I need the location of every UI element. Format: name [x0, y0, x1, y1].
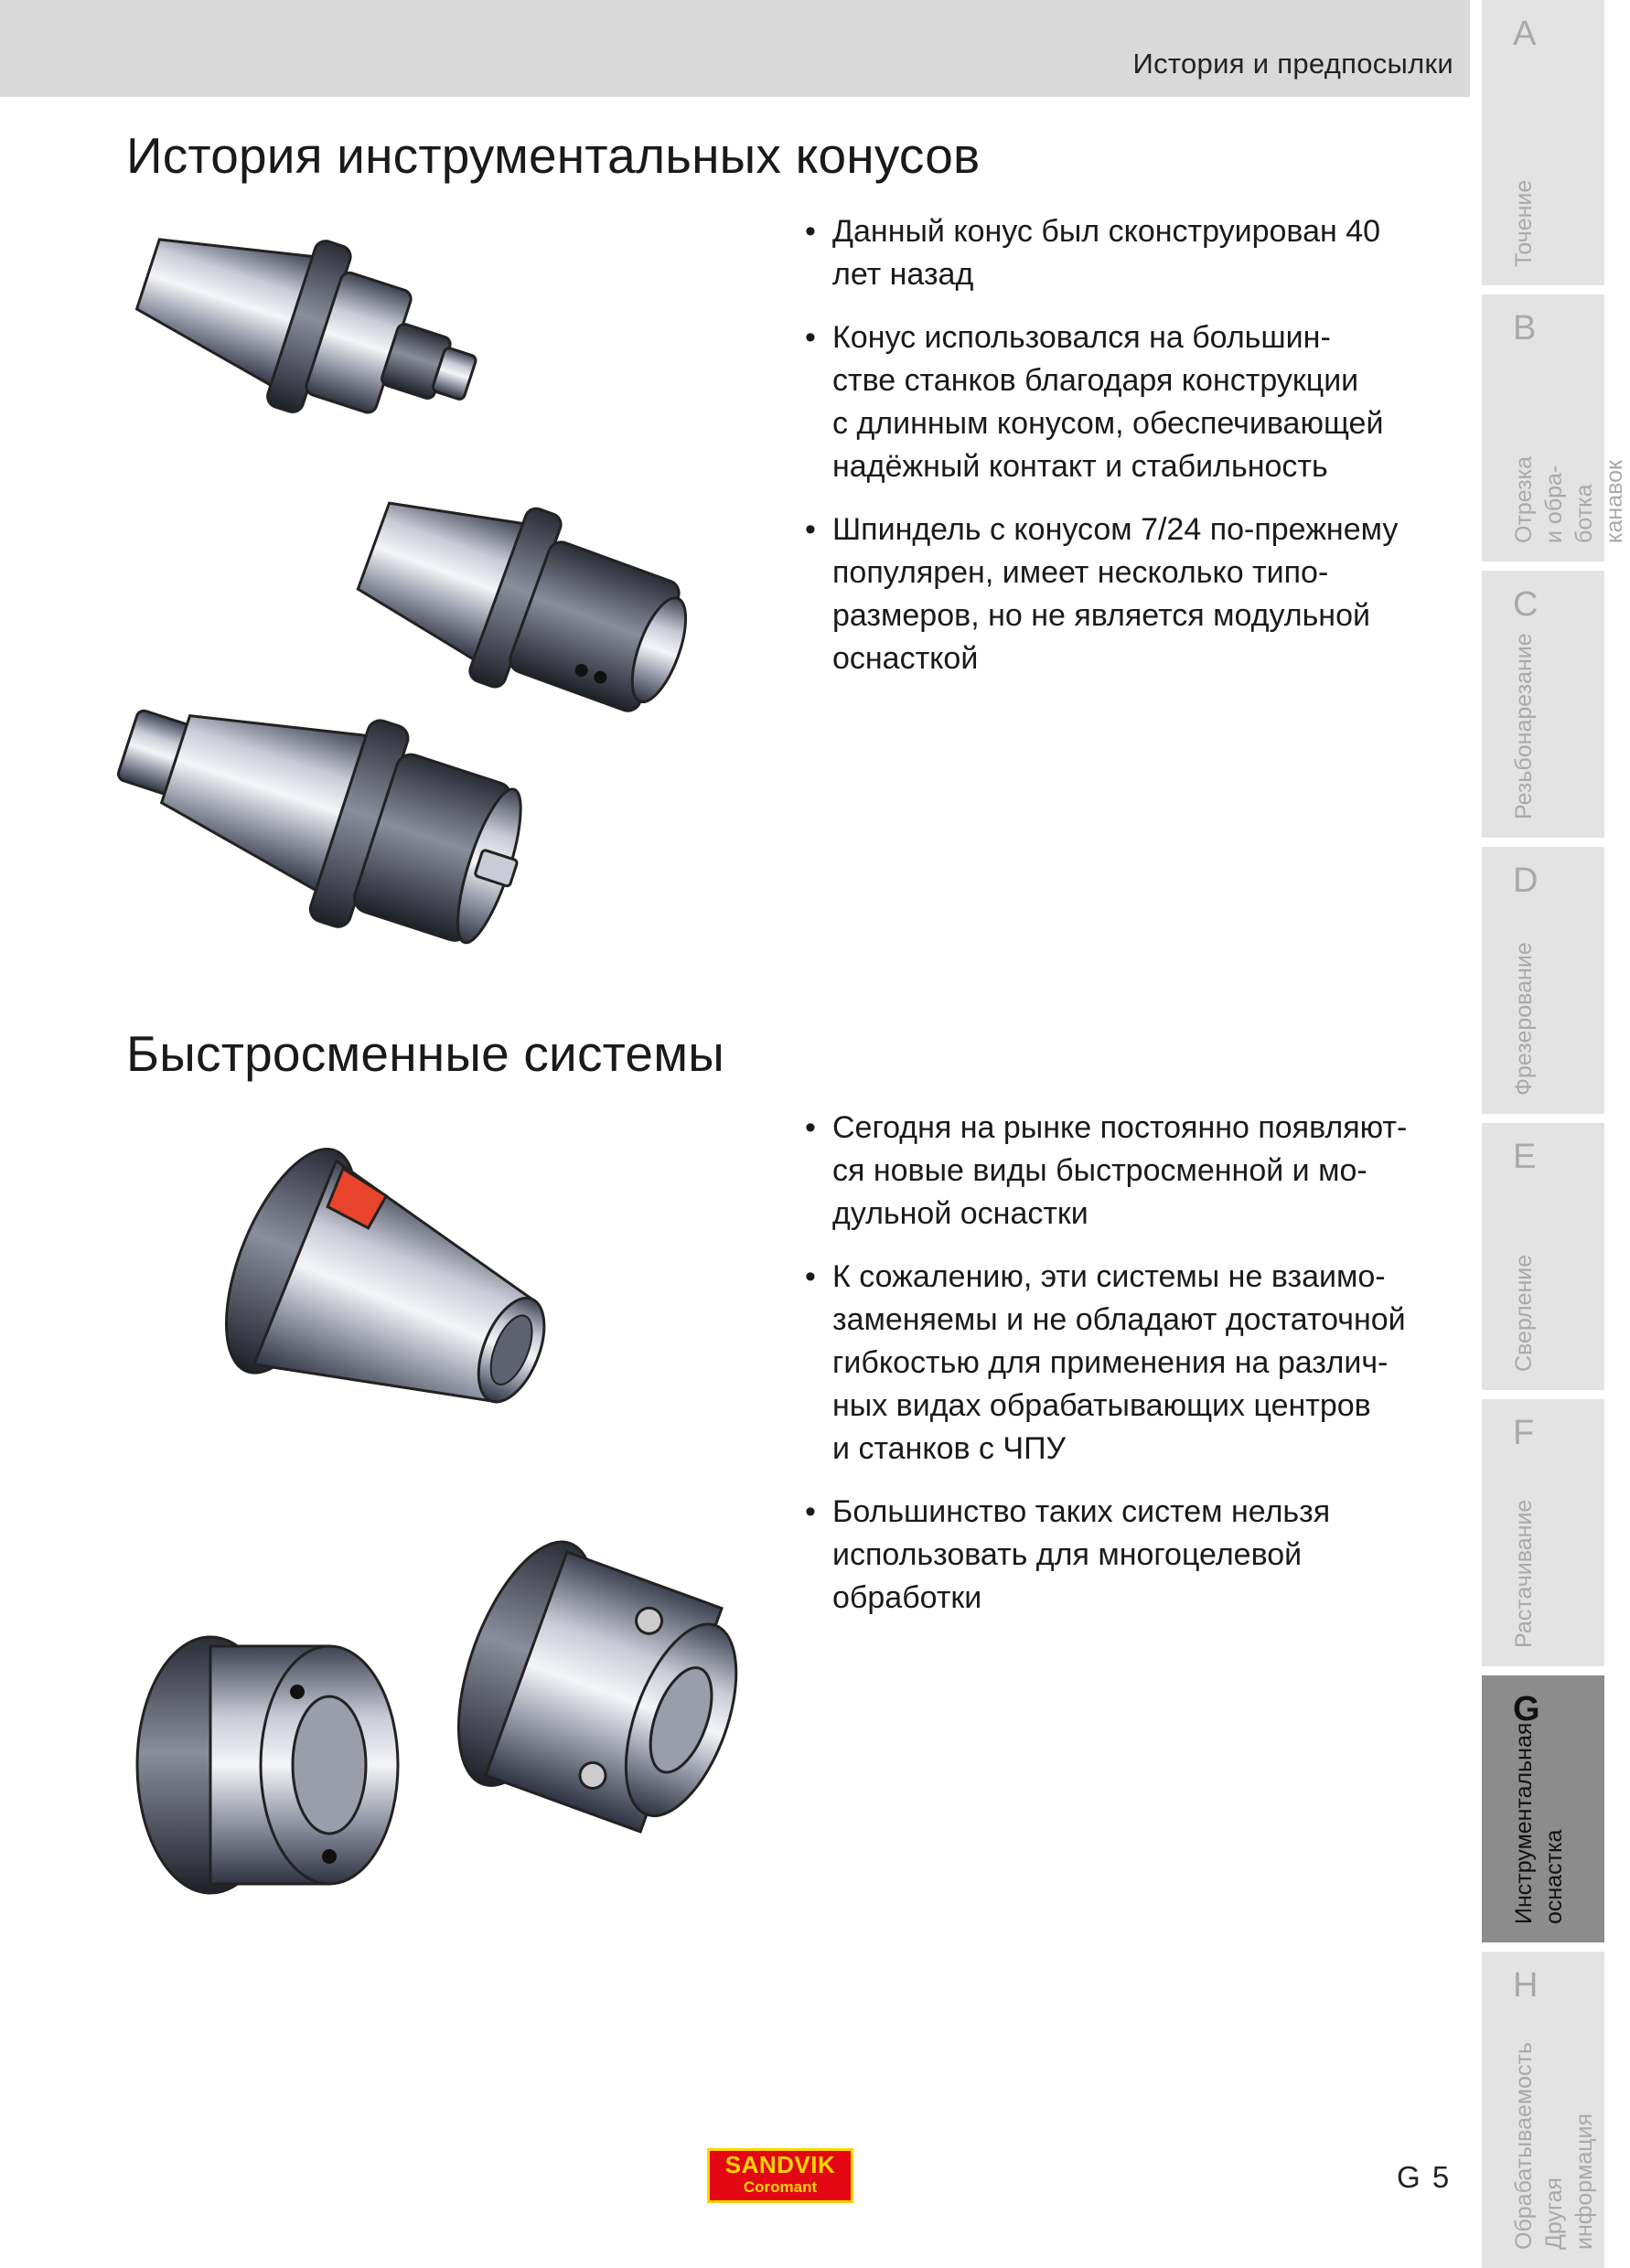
tab-label: Отрезка и обра- ботка канавок	[1511, 455, 1627, 543]
holder-sk-with-collet	[122, 192, 498, 462]
tab-b-parting-grooving[interactable]	[1482, 294, 1627, 562]
list-item: • Большинство таких систем нельзя использовать для многоцелевой обработки	[805, 1491, 1464, 1620]
tab-h-machinability[interactable]	[1482, 1952, 1604, 2268]
tab-letter: B	[1513, 309, 1537, 348]
chapter-tabs	[1482, 0, 1627, 2268]
holder-hsk-coupling-left	[137, 1637, 398, 1893]
tab-letter: F	[1513, 1414, 1535, 1452]
section-heading-quick-change: Быстросменные системы	[126, 1025, 724, 1082]
tab-label: Сверление	[1511, 1254, 1537, 1372]
tab-letter: G	[1513, 1690, 1540, 1728]
list-item: • Конус использовался на большин- стве станков благодаря конструкции с длинным конусом, обеспечивающей надёжный контакт и стабильность	[805, 316, 1464, 488]
tab-e-drilling[interactable]	[1482, 1123, 1604, 1390]
tab-label: Инструментальная оснастка	[1511, 1722, 1567, 1924]
header-title: История и предпосылки	[1132, 48, 1453, 80]
tab-d-milling[interactable]	[1482, 847, 1604, 1114]
holder-hsk-coupling-right	[431, 1524, 767, 1856]
tab-g-tooling[interactable]	[1482, 1675, 1604, 1942]
logo-sub-text: Coromant	[743, 2178, 818, 2196]
tab-letter: H	[1513, 1966, 1539, 2005]
tab-label: Точение	[1511, 179, 1537, 267]
list-item: • Сегодня на рынке постоянно появляют- ся новые виды быстросменной и мо- дульной оснастки	[805, 1107, 1464, 1236]
page-number: G 5	[1397, 2160, 1452, 2194]
list-item: • Данный конус был сконструирован 40 лет назад	[805, 210, 1464, 296]
tab-label: Растачивание	[1511, 1499, 1537, 1648]
tab-c-threading[interactable]	[1482, 571, 1604, 838]
tab-label: Обрабатываемость Другая информация	[1511, 2042, 1597, 2250]
list-item: • Шпиндель с конусом 7/24 по-прежнему популярен, имеет несколько типо- размеров, но не является модульной оснасткой	[805, 508, 1464, 680]
section-heading-taper-history: История инструментальных конусов	[126, 127, 981, 184]
quick-change-bullets	[805, 1107, 1464, 1640]
logo-main-text: SANDVIK	[724, 2151, 836, 2178]
taper-history-bullets	[805, 210, 1464, 701]
tab-letter: E	[1513, 1138, 1537, 1176]
tab-label: Фрезерование	[1511, 942, 1537, 1096]
tool-holders-taper-illustration	[119, 206, 814, 974]
tab-label: Резьбонарезание	[1511, 633, 1537, 819]
quick-change-systems-illustration	[128, 1143, 823, 1911]
tab-letter: C	[1513, 585, 1539, 624]
tab-f-boring[interactable]	[1482, 1399, 1604, 1666]
holder-sk-weldon	[342, 460, 709, 743]
holder-capto-taper	[199, 1132, 581, 1471]
tab-a-turning[interactable]	[1482, 0, 1604, 285]
sandvik-coromant-logo	[707, 2148, 853, 2203]
list-item: • К сожалению, эти системы не взаимо- заменяемы и не обладают достаточной гибкостью для применения на различ- ных видах обрабатывающих центров и станков с ЧПУ	[805, 1256, 1464, 1471]
tab-letter: A	[1513, 15, 1537, 53]
tab-letter: D	[1513, 861, 1539, 900]
holder-sk-arbor	[94, 648, 546, 974]
